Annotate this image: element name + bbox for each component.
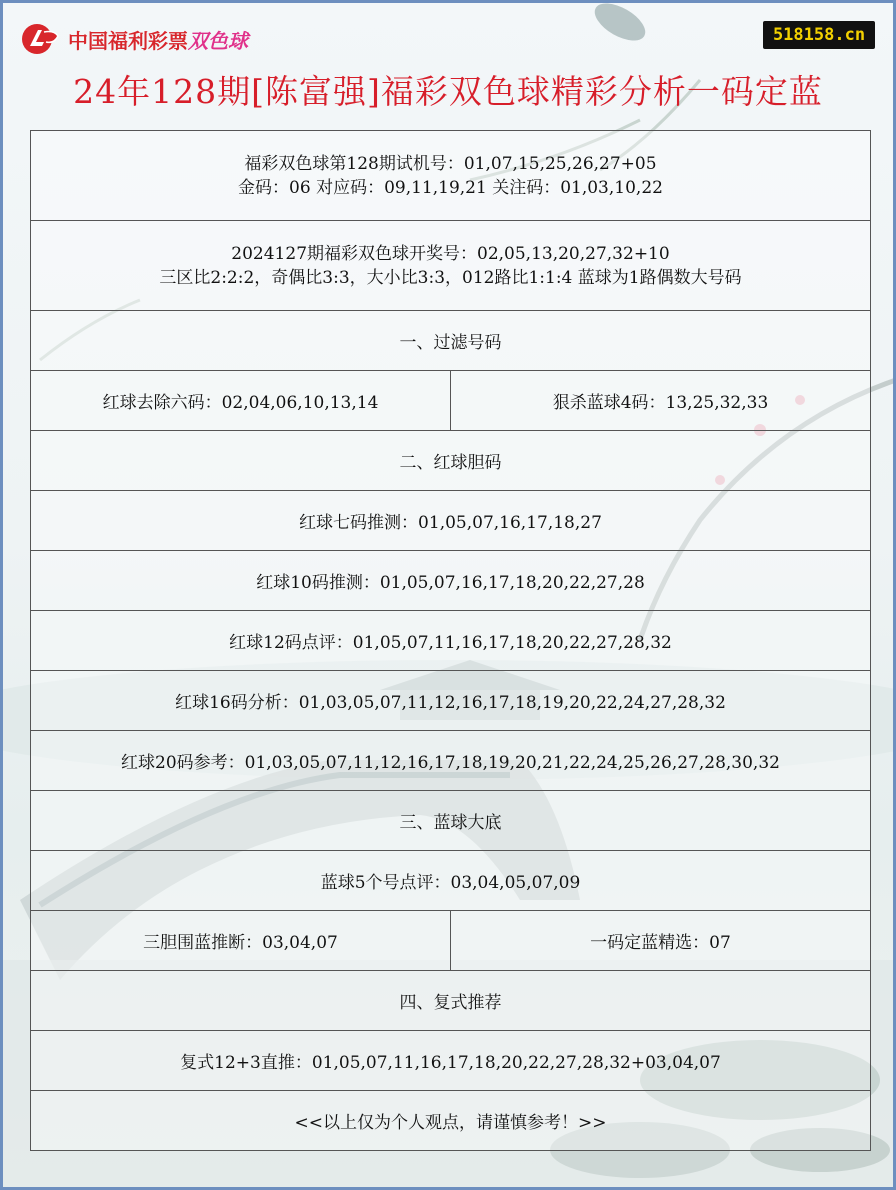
table-row xyxy=(31,911,871,971)
table-row xyxy=(31,131,871,221)
red16-cell: 红球16码分析：01,03,05,07,11,12,16,17,18,19,20,22,24,27,28,32 xyxy=(31,671,871,731)
red-exclude-cell: 红球去除六码：02,04,06,10,13,14 xyxy=(31,371,451,431)
section-heading-filter: 一、过滤号码 xyxy=(31,311,871,371)
table-row xyxy=(31,371,871,431)
table-row xyxy=(31,1091,871,1151)
table-row xyxy=(31,851,871,911)
trial-numbers-cell xyxy=(31,131,871,221)
draw-line-2: 三区比2:2:2，奇偶比3:3，大小比3:3，012路比1:1:4 蓝球为1路偶数大号码 xyxy=(159,267,742,288)
compound-cell: 复式12+3直推：01,05,07,11,16,17,18,20,22,27,28,32+03,04,07 xyxy=(31,1031,871,1091)
table-row xyxy=(31,311,871,371)
red12-cell: 红球12码点评：01,05,07,11,16,17,18,20,22,27,28,32 xyxy=(31,611,871,671)
red7-cell: 红球七码推测：01,05,07,16,17,18,27 xyxy=(31,491,871,551)
table-row xyxy=(31,431,871,491)
table-row xyxy=(31,671,871,731)
lottery-logo xyxy=(20,22,248,56)
table-row xyxy=(31,971,871,1031)
blue-kill-cell: 狠杀蓝球4码：13,25,32,33 xyxy=(451,371,871,431)
section-heading-blue-base: 三、蓝球大底 xyxy=(31,791,871,851)
table-row xyxy=(31,731,871,791)
table-row xyxy=(31,551,871,611)
table-row xyxy=(31,791,871,851)
table-row xyxy=(31,611,871,671)
table-row xyxy=(31,1031,871,1091)
table-row xyxy=(31,491,871,551)
blue1-cell: 一码定蓝精选：07 xyxy=(451,911,871,971)
page-title: 24年128期[陈富强]福彩双色球精彩分析一码定蓝 xyxy=(73,72,823,111)
draw-result-cell xyxy=(31,221,871,311)
site-badge: 518158.cn xyxy=(763,21,875,49)
draw-line-1: 2024127期福彩双色球开奖号：02,05,13,20,27,32+10 xyxy=(231,243,670,264)
trial-line-2: 金码：06 对应码：09,11,19,21 关注码：01,03,10,22 xyxy=(238,177,663,198)
blue5-cell: 蓝球5个号点评：03,04,05,07,09 xyxy=(31,851,871,911)
red20-cell: 红球20码参考：01,03,05,07,11,12,16,17,18,19,20,21,22,24,25,26,27,28,30,32 xyxy=(31,731,871,791)
section-heading-red-core: 二、红球胆码 xyxy=(31,431,871,491)
blue3-cell: 三胆围蓝推断：03,04,07 xyxy=(31,911,451,971)
logo-text: 中国福利彩票双色球 xyxy=(68,28,248,53)
trial-line-1: 福彩双色球第128期试机号：01,07,15,25,26,27+05 xyxy=(244,153,657,174)
red10-cell: 红球10码推测：01,05,07,16,17,18,20,22,27,28 xyxy=(31,551,871,611)
welfare-lottery-logo-icon xyxy=(20,22,62,56)
table-row xyxy=(31,221,871,311)
analysis-table xyxy=(30,130,871,1151)
section-heading-compound: 四、复式推荐 xyxy=(31,971,871,1031)
disclaimer-cell: <<以上仅为个人观点，请谨慎参考！>> xyxy=(31,1091,871,1151)
